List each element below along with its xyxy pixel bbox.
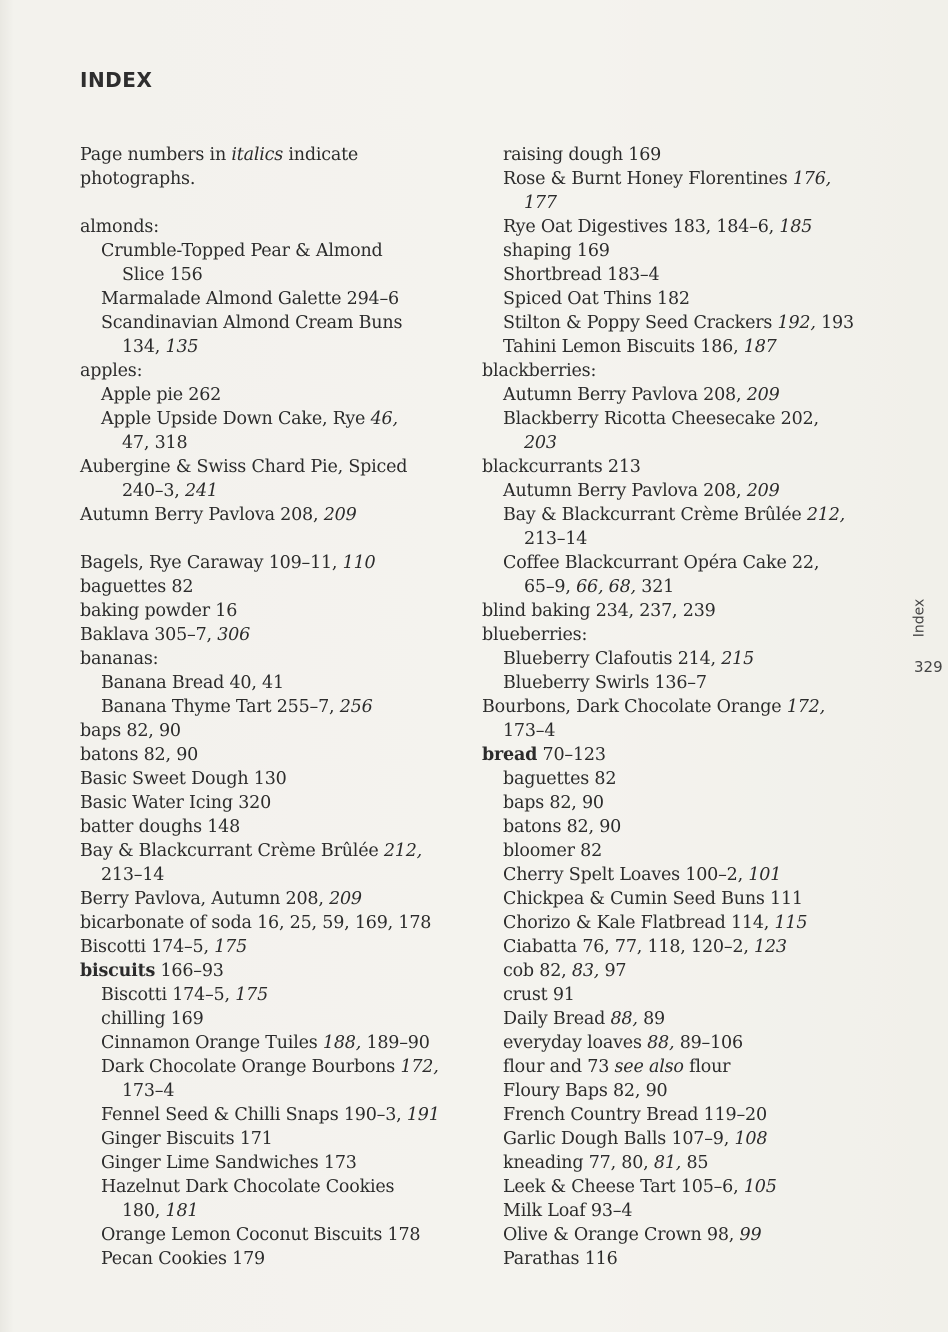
index-subentry — [482, 1031, 862, 1055]
entry-text: 173–4 — [503, 721, 556, 741]
photo-page-ref: 191 — [406, 1105, 440, 1125]
entry-text: , 41 — [251, 673, 284, 693]
index-entry — [80, 623, 460, 647]
index-subentry — [482, 503, 862, 527]
entry-text: 321 — [635, 577, 675, 597]
entry-heading: bread — [482, 745, 538, 765]
entry-text: Rose & Burnt Honey Florentines — [503, 169, 793, 189]
index-subentry — [80, 695, 460, 719]
photo-page-ref: 185 — [779, 217, 813, 237]
index-subentry — [482, 983, 862, 1007]
spacer — [80, 191, 460, 215]
index-entry — [482, 599, 862, 623]
entry-heading: biscuits — [80, 961, 156, 981]
entry-text: Cherry Spelt Loaves 100–2, — [503, 865, 749, 885]
index-entry — [80, 959, 460, 983]
entry-text: Chorizo & Kale Flatbread 114, — [503, 913, 775, 933]
photo-page-ref: 88, — [610, 1009, 638, 1029]
index-subentry — [482, 1127, 862, 1151]
entry-text: baguettes 82 — [503, 769, 617, 789]
entry-text: Milk Loaf 93–4 — [503, 1201, 633, 1221]
entry-text: Hazelnut Dark Chocolate Cookies — [101, 1177, 395, 1197]
index-entry — [482, 455, 862, 479]
entry-text: Biscotti 174–5, — [80, 937, 215, 957]
index-subentry — [482, 767, 862, 791]
entry-text: shaping 169 — [503, 241, 610, 261]
index-subentry — [482, 167, 862, 191]
entry-text: Marmalade Almond Galette 294–6 — [101, 289, 399, 309]
entry-text: baps 82, 90 — [80, 721, 181, 741]
index-entry — [80, 575, 460, 599]
index-subentry — [482, 551, 862, 575]
photo-page-ref: 241 — [185, 481, 218, 501]
entry-text: Daily Bread — [503, 1009, 611, 1029]
index-entry — [80, 815, 460, 839]
index-subentry — [482, 335, 862, 359]
entry-text: blueberries: — [482, 625, 588, 645]
index-subentry — [482, 839, 862, 863]
index-entry — [482, 623, 862, 647]
photo-page-ref: 306 — [217, 625, 251, 645]
index-subentry — [80, 1079, 460, 1103]
index-entry — [482, 359, 862, 383]
entry-text: Berry Pavlova, Autumn 208, — [80, 889, 330, 909]
index-entry — [80, 911, 460, 935]
index-subentry — [482, 527, 862, 551]
entry-text: baking powder 16 — [80, 601, 238, 621]
entry-text: bicarbonate of soda 16, 25, 59, 169, 178 — [80, 913, 432, 933]
entry-text: French Country Bread 119–20 — [503, 1105, 767, 1125]
entry-text: Rye Oat Digestives 183, 184–6, — [503, 217, 780, 237]
index-subentry — [482, 143, 862, 167]
entry-text: 85 — [681, 1153, 709, 1173]
entry-text: Ginger Biscuits 171 — [101, 1129, 273, 1149]
entry-text: Garlic Dough Balls 107–9, — [503, 1129, 735, 1149]
entry-text: 65–9, — [524, 577, 577, 597]
entry-text: Banana Thyme Tart 255–7, — [101, 697, 340, 717]
photo-page-ref: 215 — [721, 649, 755, 669]
entry-text: Bourbons, Dark Chocolate Orange — [482, 697, 787, 717]
index-subentry — [482, 1199, 862, 1223]
entry-text: Aubergine & Swiss Chard Pie, Spiced — [80, 457, 408, 477]
index-column-right — [482, 143, 862, 1271]
entry-text: indicate — [283, 145, 359, 165]
index-subentry — [482, 911, 862, 935]
entry-text: bloomer 82 — [503, 841, 603, 861]
index-subentry — [482, 191, 862, 215]
index-subentry — [80, 1223, 460, 1247]
entry-text: Banana Bread — [101, 673, 230, 693]
entry-text: Scandinavian Almond Cream Buns — [101, 313, 403, 333]
index-subentry — [80, 263, 460, 287]
photo-page-ref: 212, — [383, 841, 423, 861]
index-subentry — [482, 383, 862, 407]
entry-text: apples: — [80, 361, 143, 381]
index-subentry — [482, 647, 862, 671]
photo-page-ref: 172, — [786, 697, 825, 717]
photo-page-ref: 192, — [777, 313, 816, 333]
index-subentry — [80, 287, 460, 311]
index-entry — [80, 503, 460, 527]
index-subentry — [482, 863, 862, 887]
entry-text: Tahini Lemon Biscuits 186, — [503, 337, 744, 357]
photo-page-ref: 135 — [165, 337, 199, 357]
index-entry — [80, 551, 460, 575]
index-subentry — [80, 383, 460, 407]
entry-text: Crumble-Topped Pear & Almond — [101, 241, 383, 261]
index-entry — [482, 743, 862, 767]
entry-text: Autumn Berry Pavlova 208, — [80, 505, 324, 525]
entry-text: Stilton & Poppy Seed Crackers — [503, 313, 778, 333]
photo-page-ref: 172, — [400, 1057, 439, 1077]
entry-text: cob 82, — [503, 961, 572, 981]
entry-text: 173–4 — [122, 1081, 175, 1101]
entry-text: 89 — [637, 1009, 665, 1029]
photo-page-ref: 83, — [571, 961, 600, 981]
entry-text: Basic Sweet Dough 130 — [80, 769, 287, 789]
index-subentry — [482, 1079, 862, 1103]
index-subentry — [482, 959, 862, 983]
entry-text: 213–14 — [524, 529, 588, 549]
entry-text: Floury Baps 82, 90 — [503, 1081, 668, 1101]
page-number: 329 — [914, 658, 943, 676]
entry-text: Blueberry Swirls 136–7 — [503, 673, 707, 693]
index-subentry — [482, 671, 862, 695]
index-subentry — [482, 431, 862, 455]
index-subentry — [80, 1175, 460, 1199]
index-subentry — [80, 1247, 460, 1271]
entry-text: photographs. — [80, 169, 196, 189]
entry-text: Biscotti 174–5, — [101, 985, 236, 1005]
index-entry — [80, 839, 460, 863]
entry-text: Blackberry Ricotta Cheesecake 202, — [503, 409, 819, 429]
photo-page-ref: 175 — [235, 985, 269, 1005]
photo-page-ref: 175 — [214, 937, 248, 957]
index-subentry — [80, 407, 460, 431]
entry-text: Apple Upside Down Cake, Rye — [101, 409, 371, 429]
entry-text: Basic Water Icing 320 — [80, 793, 272, 813]
index-subentry — [482, 287, 862, 311]
index-entry — [80, 719, 460, 743]
index-subentry — [482, 311, 862, 335]
page-heading: INDEX — [80, 68, 153, 92]
entry-text: Baklava 305–7, — [80, 625, 218, 645]
entry-text: baguettes 82 — [80, 577, 194, 597]
entry-text: Bay & Blackcurrant Crème Brûlée — [80, 841, 384, 861]
index-subentry — [482, 575, 862, 599]
index-entry — [80, 359, 460, 383]
entry-text: raising dough 169 — [503, 145, 662, 165]
entry-text: Spiced Oat Thins 182 — [503, 289, 690, 309]
photo-page-ref: 209 — [746, 385, 780, 405]
entry-text: 213–14 — [101, 865, 165, 885]
index-subentry — [482, 263, 862, 287]
index-subentry — [80, 863, 460, 887]
index-entry — [80, 215, 460, 239]
photo-page-ref: 176, — [792, 169, 832, 189]
index-subentry — [482, 1247, 862, 1271]
index-entry — [482, 695, 862, 719]
entry-text: 189–90 — [361, 1033, 430, 1053]
index-entry — [80, 935, 460, 959]
entry-text: blind baking 234, 237, 239 — [482, 601, 716, 621]
index-entry — [80, 743, 460, 767]
entry-text: Apple pie 262 — [101, 385, 222, 405]
entry-text: 70–123 — [537, 745, 606, 765]
entry-text: Leek & Cheese Tart 105–6, — [503, 1177, 744, 1197]
index-subentry — [80, 431, 460, 455]
photo-page-ref: 105 — [743, 1177, 777, 1197]
index-entry — [80, 599, 460, 623]
index-subentry — [482, 407, 862, 431]
entry-text: crust 91 — [503, 985, 575, 1005]
index-subentry — [482, 239, 862, 263]
entry-text: everyday loaves — [503, 1033, 648, 1053]
index-subentry — [80, 1103, 460, 1127]
index-entry — [80, 455, 460, 479]
index-subentry — [80, 335, 460, 359]
index-subentry — [80, 311, 460, 335]
index-entry — [80, 791, 460, 815]
entry-text: Parathas 116 — [503, 1249, 618, 1269]
entry-text: Orange Lemon Coconut Biscuits 178 — [101, 1225, 421, 1245]
index-entry — [80, 767, 460, 791]
index-column-left — [80, 143, 460, 1271]
entry-text: flour and 73 — [503, 1057, 615, 1077]
entry-text: Blueberry Clafoutis 214, — [503, 649, 722, 669]
entry-text: Ciabatta 76, 77, 118, 120–2, — [503, 937, 755, 957]
entry-text: Slice 156 — [122, 265, 203, 285]
entry-text: Shortbread 183–4 — [503, 265, 660, 285]
photo-page-ref: 181 — [165, 1201, 199, 1221]
photo-page-ref: 177 — [524, 193, 557, 213]
index-subentry — [482, 1103, 862, 1127]
index-entry — [80, 167, 460, 191]
spacer — [80, 527, 460, 551]
entry-text: kneading 77, 80, — [503, 1153, 654, 1173]
photo-page-ref: 46, — [370, 409, 398, 429]
index-subentry — [482, 719, 862, 743]
index-subentry — [80, 1055, 460, 1079]
index-entry — [80, 143, 460, 167]
entry-text: Page numbers in — [80, 145, 232, 165]
photo-page-ref: 81, — [653, 1153, 682, 1173]
entry-text: Fennel Seed & Chilli Snaps 190–3, — [101, 1105, 407, 1125]
index-subentry — [80, 239, 460, 263]
photo-page-ref: 110 — [342, 553, 376, 573]
entry-text: Bagels, Rye Caraway 109–11, — [80, 553, 343, 573]
photo-page-ref: 187 — [743, 337, 777, 357]
entry-text: blackberries: — [482, 361, 597, 381]
entry-text: Dark Chocolate Orange Bourbons — [101, 1057, 401, 1077]
index-subentry — [80, 671, 460, 695]
index-entry — [80, 647, 460, 671]
index-subentry — [80, 1151, 460, 1175]
index-subentry — [80, 479, 460, 503]
photo-page-ref: 188, — [322, 1033, 362, 1053]
entry-text: Olive & Orange Crown 98, — [503, 1225, 740, 1245]
entry-text: baps 82, 90 — [503, 793, 604, 813]
entry-text: 166–93 — [155, 961, 224, 981]
index-subentry — [482, 791, 862, 815]
photo-page-ref: 108 — [734, 1129, 768, 1149]
entry-text: almonds: — [80, 217, 159, 237]
entry-text: Autumn Berry Pavlova 208, — [503, 481, 747, 501]
entry-text: 47 — [122, 433, 144, 453]
entry-text: 97 — [599, 961, 627, 981]
entry-text: chilling 169 — [101, 1009, 204, 1029]
entry-text: 89–106 — [674, 1033, 743, 1053]
index-subentry — [80, 983, 460, 1007]
photo-page-ref: see also — [614, 1057, 684, 1077]
entry-text: 40 — [229, 673, 252, 693]
entry-text: 318 — [154, 433, 188, 453]
index-subentry — [482, 887, 862, 911]
entry-text: Pecan Cookies 179 — [101, 1249, 265, 1269]
photo-page-ref: 256 — [339, 697, 373, 717]
entry-text: 240–3, — [122, 481, 186, 501]
entry-text: Autumn Berry Pavlova 208, — [503, 385, 747, 405]
entry-text: Coffee Blackcurrant Opéra Cake 22, — [503, 553, 820, 573]
index-subentry — [482, 1223, 862, 1247]
entry-text: Ginger Lime Sandwiches 173 — [101, 1153, 357, 1173]
index-subentry — [80, 1199, 460, 1223]
entry-text: batter doughs 148 — [80, 817, 241, 837]
entry-text: batons 82, 90 — [503, 817, 622, 837]
photo-page-ref: 209 — [329, 889, 362, 909]
photo-page-ref: italics — [231, 145, 284, 165]
entry-text: 180, — [122, 1201, 166, 1221]
index-subentry — [482, 935, 862, 959]
photo-page-ref: 115 — [774, 913, 808, 933]
photo-page-ref: 212, — [806, 505, 846, 525]
index-entry — [80, 887, 460, 911]
entry-text: 134, — [122, 337, 166, 357]
photo-page-ref: 66, 68, — [576, 577, 636, 597]
index-subentry — [80, 1127, 460, 1151]
photo-page-ref: 88, — [647, 1033, 675, 1053]
section-label: Index — [911, 598, 928, 638]
entry-text: Chickpea & Cumin Seed Buns 111 — [503, 889, 803, 909]
photo-page-ref: 209 — [323, 505, 357, 525]
index-subentry — [482, 215, 862, 239]
index-subentry — [80, 1031, 460, 1055]
index-subentry — [482, 1175, 862, 1199]
index-subentry — [482, 1007, 862, 1031]
entry-text: , — [143, 433, 155, 453]
entry-text: 193 — [815, 313, 854, 333]
entry-text: bananas: — [80, 649, 159, 669]
index-subentry — [482, 1151, 862, 1175]
photo-page-ref: 123 — [754, 937, 787, 957]
photo-page-ref: 99 — [739, 1225, 762, 1245]
section-tab — [911, 590, 942, 650]
entry-text: Cinnamon Orange Tuiles — [101, 1033, 323, 1053]
entry-text: Bay & Blackcurrant Crème Brûlée — [503, 505, 807, 525]
photo-page-ref: 203 — [524, 433, 557, 453]
entry-text: flour — [683, 1057, 731, 1077]
index-subentry — [482, 1055, 862, 1079]
index-subentry — [80, 1007, 460, 1031]
entry-text: blackcurrants 213 — [482, 457, 641, 477]
index-subentry — [482, 815, 862, 839]
photo-page-ref: 101 — [748, 865, 782, 885]
entry-text: batons 82, 90 — [80, 745, 199, 765]
photo-page-ref: 209 — [746, 481, 780, 501]
index-subentry — [482, 479, 862, 503]
